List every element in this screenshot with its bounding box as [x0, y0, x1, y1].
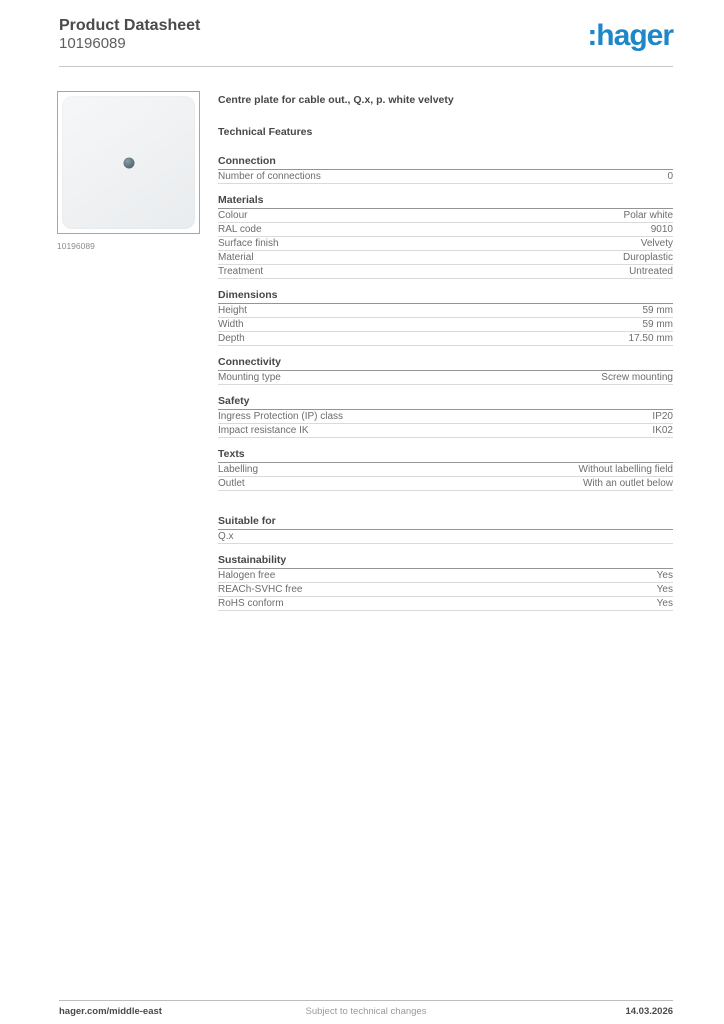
spec-value: Velvety [640, 238, 673, 249]
header-title-block [59, 17, 200, 52]
section-rows [218, 209, 673, 279]
spec-label: Outlet [218, 478, 245, 489]
spec-label: Surface finish [218, 238, 279, 249]
page-footer [59, 1000, 673, 1017]
spec-section [218, 290, 673, 346]
section-heading: Connectivity [218, 357, 673, 371]
section-rows [218, 569, 673, 611]
spec-row [218, 410, 673, 424]
spec-label: Labelling [218, 464, 259, 475]
product-image [57, 91, 200, 234]
spec-section [218, 156, 673, 184]
spec-row [218, 424, 673, 438]
spec-label: RAL code [218, 224, 262, 235]
spec-label: Depth [218, 333, 245, 344]
spec-value: Untreated [629, 266, 673, 277]
spec-label: Impact resistance IK [218, 425, 309, 436]
screw-dot-icon [123, 157, 134, 168]
spec-value: Yes [656, 584, 673, 595]
section-heading: Connection [218, 156, 673, 170]
header-divider [59, 66, 673, 67]
spec-label: Treatment [218, 266, 264, 277]
sections-container [218, 156, 673, 611]
spec-row [218, 170, 673, 184]
spec-row [218, 237, 673, 251]
spec-row [218, 583, 673, 597]
content-area [57, 91, 673, 611]
document-title: Product Datasheet [59, 17, 201, 34]
spec-value: Yes [656, 570, 673, 581]
footer-date: 14.03.2026 [625, 1006, 674, 1017]
spec-value: 0 [667, 171, 673, 182]
spec-section [218, 195, 673, 279]
page-header [0, 0, 724, 52]
section-heading: Suitable for [218, 516, 673, 530]
section-rows [218, 530, 673, 544]
footer-website-link[interactable]: hager.com/middle-east [59, 1006, 162, 1017]
centre-plate-graphic [62, 96, 195, 229]
spec-row [218, 597, 673, 611]
spec-row [218, 477, 673, 491]
section-rows [218, 170, 673, 184]
document-reference-number: 10196089 [59, 35, 126, 52]
spec-row [218, 304, 673, 318]
spec-label: Width [218, 319, 244, 330]
spec-label: Height [218, 305, 247, 316]
section-rows [218, 371, 673, 385]
specifications-column [218, 91, 673, 611]
spec-value: 59 mm [642, 305, 673, 316]
spec-value: IK02 [652, 425, 673, 436]
product-title: Centre plate for cable out., Q.x, p. white velvety [218, 94, 454, 106]
spec-row [218, 209, 673, 223]
spec-section [218, 516, 673, 544]
spec-row [218, 569, 673, 583]
spec-value: Polar white [623, 210, 673, 221]
spec-label: Mounting type [218, 372, 281, 383]
spec-label: Q.x [218, 531, 234, 542]
spec-label: Colour [218, 210, 248, 221]
spec-section [218, 449, 673, 491]
spec-value: With an outlet below [582, 478, 673, 489]
spec-value: Duroplastic [622, 252, 673, 263]
product-image-caption: 10196089 [57, 241, 95, 251]
spec-row [218, 223, 673, 237]
spec-section [218, 396, 673, 438]
footer-disclaimer: Subject to technical changes [305, 1006, 427, 1017]
spec-row [218, 530, 673, 544]
spec-section [218, 357, 673, 385]
spec-label: Halogen free [218, 570, 276, 581]
spec-section [218, 555, 673, 611]
section-rows [218, 304, 673, 346]
spec-label: Material [218, 252, 254, 263]
section-heading: Dimensions [218, 290, 673, 304]
section-heading: Texts [218, 449, 673, 463]
section-heading: Sustainability [218, 555, 673, 569]
spec-row [218, 318, 673, 332]
spec-value: Without labelling field [578, 464, 673, 475]
spec-label: REACh-SVHC free [218, 584, 303, 595]
technical-features-heading: Technical Features [218, 126, 313, 138]
spec-row [218, 332, 673, 346]
spec-row [218, 265, 673, 279]
section-rows [218, 463, 673, 491]
spec-label: Ingress Protection (IP) class [218, 411, 344, 422]
spec-row [218, 463, 673, 477]
product-image-column [57, 91, 202, 251]
spec-row [218, 251, 673, 265]
spec-label: Number of connections [218, 171, 321, 182]
section-heading: Materials [218, 195, 673, 209]
hager-logo: :hager [587, 19, 673, 52]
spec-value: 17.50 mm [628, 333, 673, 344]
section-rows [218, 410, 673, 438]
spec-value: 59 mm [642, 319, 673, 330]
spec-row [218, 371, 673, 385]
spec-value: Screw mounting [601, 372, 673, 383]
spec-value: 9010 [650, 224, 673, 235]
section-heading: Safety [218, 396, 673, 410]
spec-label: RoHS conform [218, 598, 284, 609]
spec-value: Yes [656, 598, 673, 609]
spec-value: IP20 [652, 411, 673, 422]
